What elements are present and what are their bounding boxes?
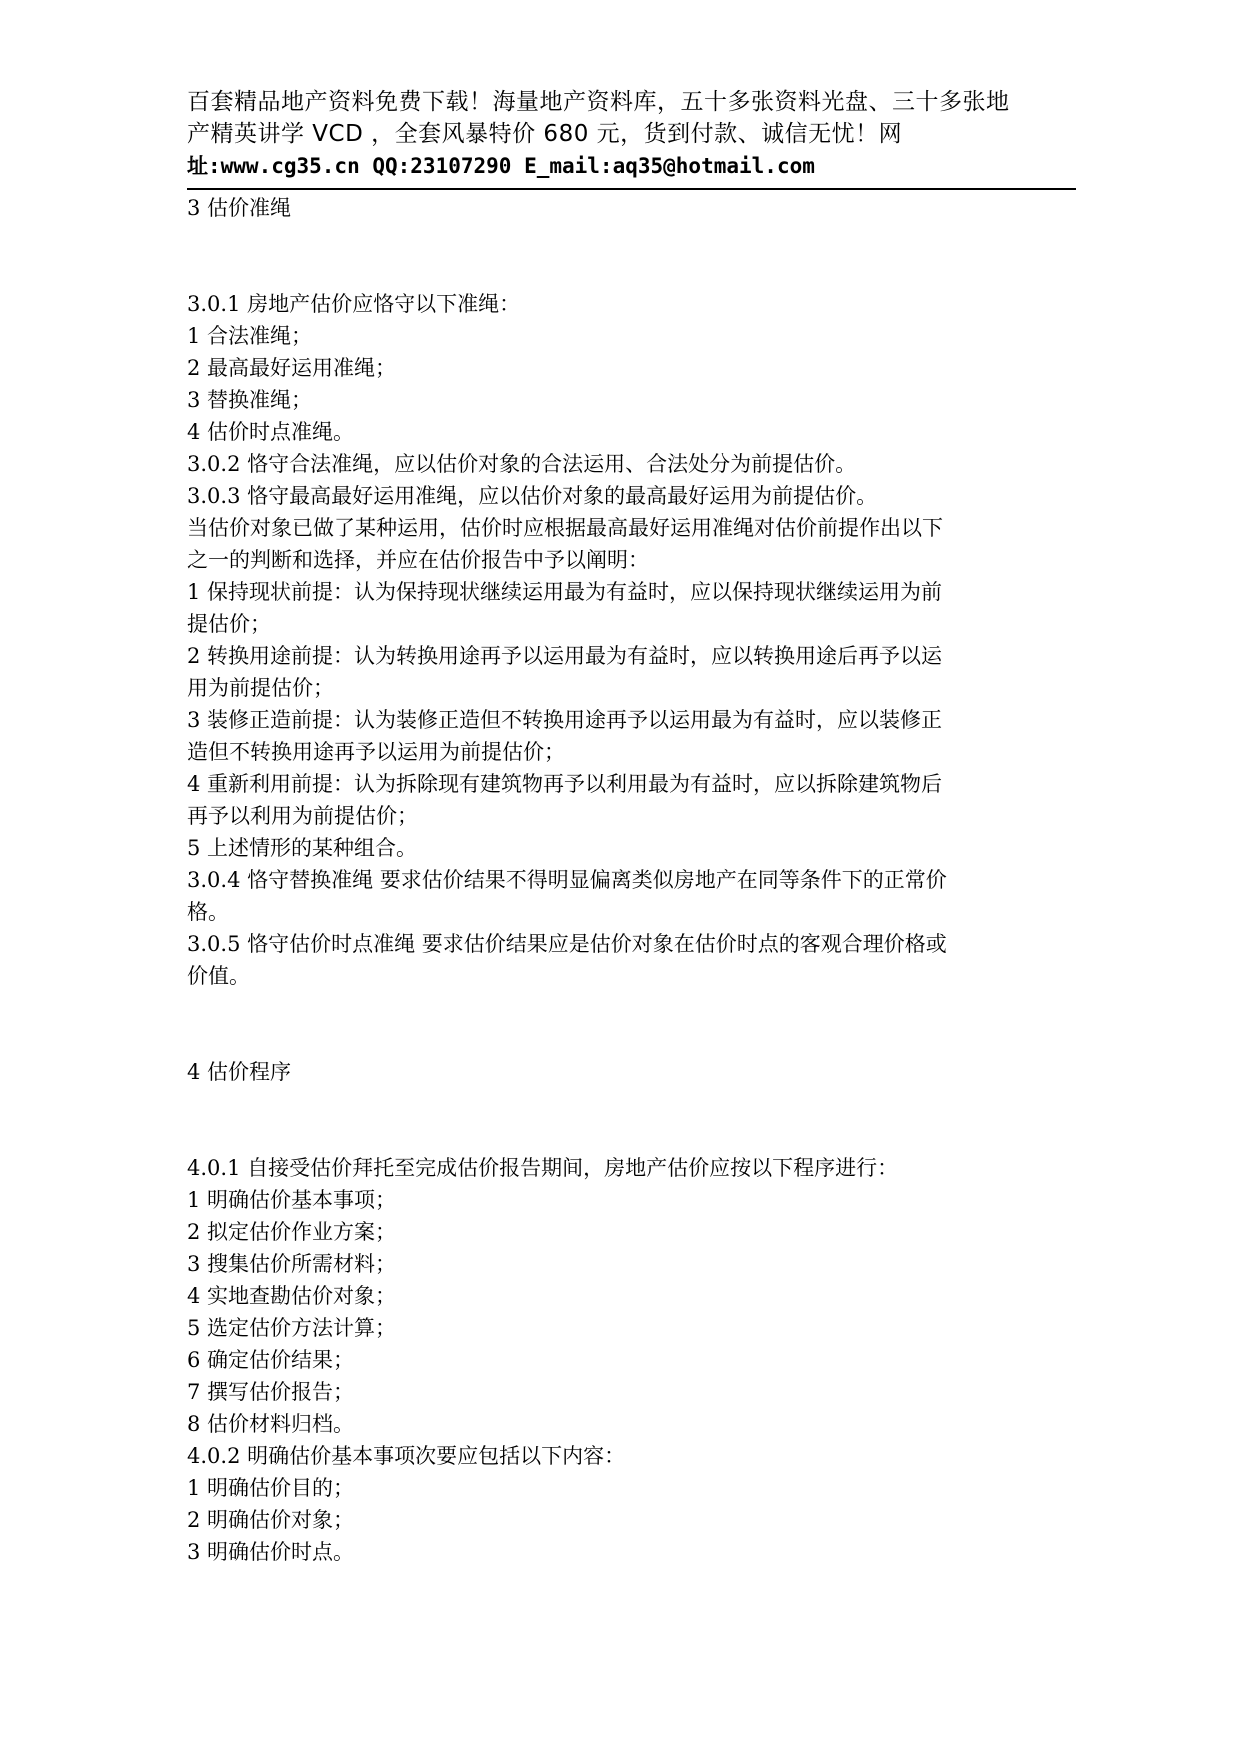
document-body [187, 192, 1087, 1568]
header-line-3: 址:www.cg35.cn QQ:23107290 E_mail:aq35@hotmail.com [187, 154, 815, 178]
list-item: 3 明确估价时点。 [187, 1540, 355, 1564]
spacer [187, 224, 1087, 288]
clause-3-0-5: 3.0.5 恪守估价时点准绳 要求估价结果应是估价对象在估价时点的客观合理价格或 [187, 932, 947, 956]
spacer [187, 1088, 1087, 1152]
list-item: 4 估价时点准绳。 [187, 420, 355, 444]
option-line: 4 重新利用前提：认为拆除现有建筑物再予以利用最为有益时，应以拆除建筑物后 [187, 772, 943, 796]
option-line: 1 保持现状前提：认为保持现状继续运用最为有益时，应以保持现状继续运用为前 [187, 580, 943, 604]
list-item: 2 明确估价对象； [187, 1508, 355, 1532]
clause-3-0-4: 3.0.4 恪守替换准绳 要求估价结果不得明显偏离类似房地产在同等条件下的正常价 [187, 868, 947, 892]
page-header [187, 86, 1075, 182]
list-item: 1 明确估价目的； [187, 1476, 355, 1500]
list-item: 7 撰写估价报告； [187, 1380, 355, 1404]
clause-3-0-3: 3.0.3 恪守最高最好运用准绳，应以估价对象的最高最好运用为前提估价。 [187, 484, 878, 508]
clause-4-0-1: 4.0.1 自接受估价拜托至完成估价报告期间，房地产估价应按以下程序进行： [187, 1156, 899, 1180]
clause-3-0-4-cont: 格。 [187, 900, 229, 924]
list-item: 3 搜集估价所需材料； [187, 1252, 397, 1276]
paragraph-line: 当估价对象已做了某种运用，估价时应根据最高最好运用准绳对估价前提作出以下 [187, 516, 943, 540]
header-line-2: 产精英讲学 VCD ，全套风暴特价 680 元，货到付款、诚信无忧！网 [187, 121, 903, 147]
clause-3-0-1: 3.0.1 房地产估价应恪守以下准绳： [187, 292, 521, 316]
list-item: 6 确定估价结果； [187, 1348, 355, 1372]
section-4-title: 4 估价程序 [187, 1060, 292, 1084]
clause-4-0-2: 4.0.2 明确估价基本事项次要应包括以下内容： [187, 1444, 626, 1468]
option-line: 提估价； [187, 612, 271, 636]
list-item: 3 替换准绳； [187, 388, 313, 412]
clause-3-0-5-cont: 价值。 [187, 964, 250, 988]
option-line: 2 转换用途前提：认为转换用途再予以运用最为有益时，应以转换用途后再予以运 [187, 644, 943, 668]
option-line: 再予以利用为前提估价； [187, 804, 418, 828]
option-line: 5 上述情形的某种组合。 [187, 836, 418, 860]
list-item: 8 估价材料归档。 [187, 1412, 355, 1436]
header-line-1: 百套精品地产资料免费下载！海量地产资料库，五十多张资料光盘、三十多张地 [187, 89, 1010, 115]
option-line: 3 装修正造前提：认为装修正造但不转换用途再予以运用最为有益时，应以装修正 [187, 708, 943, 732]
option-line: 造但不转换用途再予以运用为前提估价； [187, 740, 565, 764]
list-item: 5 选定估价方法计算； [187, 1316, 397, 1340]
list-item: 1 合法准绳； [187, 324, 313, 348]
list-item: 2 拟定估价作业方案； [187, 1220, 397, 1244]
list-item: 2 最高最好运用准绳； [187, 356, 397, 380]
list-item: 4 实地查勘估价对象； [187, 1284, 397, 1308]
spacer [187, 992, 1087, 1056]
paragraph-line: 之一的判断和选择，并应在估价报告中予以阐明： [187, 548, 649, 572]
list-item: 1 明确估价基本事项； [187, 1188, 397, 1212]
option-line: 用为前提估价； [187, 676, 334, 700]
clause-3-0-2: 3.0.2 恪守合法准绳，应以估价对象的合法运用、合法处分为前提估价。 [187, 452, 857, 476]
section-3-title: 3 估价准绳 [187, 196, 292, 220]
header-divider [187, 188, 1076, 190]
